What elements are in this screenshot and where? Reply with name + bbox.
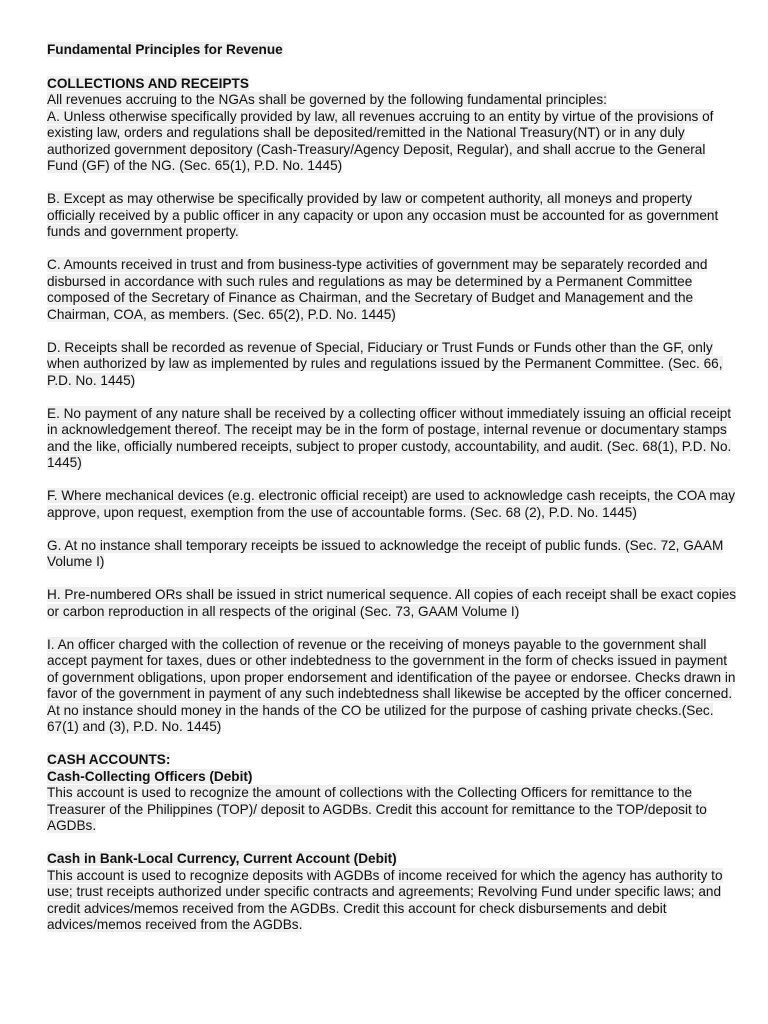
principle-h: H. Pre-numbered ORs shall be issued in strict numerical sequence. All copies of each receipt shall be exact copies or carbon reproduction in all respects of the original (Sec. 73, GAAM Volume I) — [47, 587, 737, 619]
section-heading-cash-accounts: CASH ACCOUNTS: — [47, 752, 171, 767]
account-text-cash-in-bank: This account is used to recognize deposits with AGDBs of income received for which the agency has authority to use; trust receipts authorized under specific contracts and agreements; Revolving Fund under specific laws; and credit advices/memos received from the AGDBs. Credit this account for check disbursements and debit advices/memos received from the AGDBs. — [47, 867, 723, 932]
principle-c: C. Amounts received in trust and from business-type activities of government may be separately recorded and disbursed in accordance with such rules and regulations as may be determined by a Permanent Committee composed of the Secretary of Finance as Chairman, and the Secretary of Budget and Management and the Chairman, COA, as members. (Sec. 65(2), P.D. No. 1445) — [47, 257, 708, 322]
principle-a: A. Unless otherwise specifically provided by law, all revenues accruing to an entity by virtue of the provisions of existing law, orders and regulations shall be deposited/remitted in the National Treasury(NT) or in any duly authorized government depository (Cash-Treasury/Agency Deposit, Regular), and shall accrue to the General Fund (GF) of the NG. (Sec. 65(1), P.D. No. 1445) — [47, 108, 714, 173]
account-title-cash-collecting-officers: Cash-Collecting Officers (Debit) — [47, 768, 253, 784]
section-heading-collections: COLLECTIONS AND RECEIPTS — [47, 75, 249, 91]
document-page — [47, 42, 737, 950]
principle-e: E. No payment of any nature shall be received by a collecting officer without immediately issuing an official receipt in acknowledgement thereof. The receipt may be in the form of postage, internal revenue or documentary stamps and the like, officially numbered receipts, subject to proper custody, accountability, and audit. (Sec. 68(1), P.D. No. 1445) — [47, 405, 732, 470]
account-title-cash-in-bank: Cash in Bank-Local Currency, Current Account (Debit) — [47, 851, 397, 866]
principle-d: D. Receipts shall be recorded as revenue of Special, Fiduciary or Trust Funds or Funds other than the GF, only when authorized by law as implemented by rules and regulations issued by the Permanent Committee. (Sec. 66, P.D. No. 1445) — [47, 339, 723, 388]
principle-b: B. Except as may otherwise be specifically provided by law or competent authority, all moneys and property officially received by a public officer in any capacity or upon any occasion must be accounted for as government funds and government property. — [47, 191, 719, 239]
collections-intro: All revenues accruing to the NGAs shall be governed by the following fundamental principles: — [47, 92, 607, 107]
account-text-cash-collecting-officers: This account is used to recognize the amount of collections with the Collecting Officers for remittance to the Treasurer of the Philippines (TOP)/ deposit to AGDBs. Credit this account for remittance to the TOP/deposit to AGDBs. — [47, 785, 707, 833]
principle-g: G. At no instance shall temporary receipts be issued to acknowledge the receipt of public funds. (Sec. 72, GAAM Volume I) — [47, 537, 724, 569]
document-title: Fundamental Principles for Revenue — [47, 42, 283, 57]
principle-i: I. An officer charged with the collection of revenue or the receiving of moneys payable to the government shall accept payment for taxes, dues or other indebtedness to the government in the form of checks issued in payment of government obligations, upon proper endorsement and identification of the payee or endorsee. Checks drawn in favor of the government in payment of any such indebtedness shall likewise be accepted by the officer concerned. At no instance should money in the hands of the CO be utilized for the purpose of cashing private checks.(Sec. 67(1) and (3), P.D. No. 1445) — [47, 636, 736, 734]
principle-f: F. Where mechanical devices (e.g. electronic official receipt) are used to acknowledge cash receipts, the COA may approve, upon request, exemption from the use of accountable forms. (Sec. 68 (2), P.D. No. 1445) — [47, 488, 736, 520]
